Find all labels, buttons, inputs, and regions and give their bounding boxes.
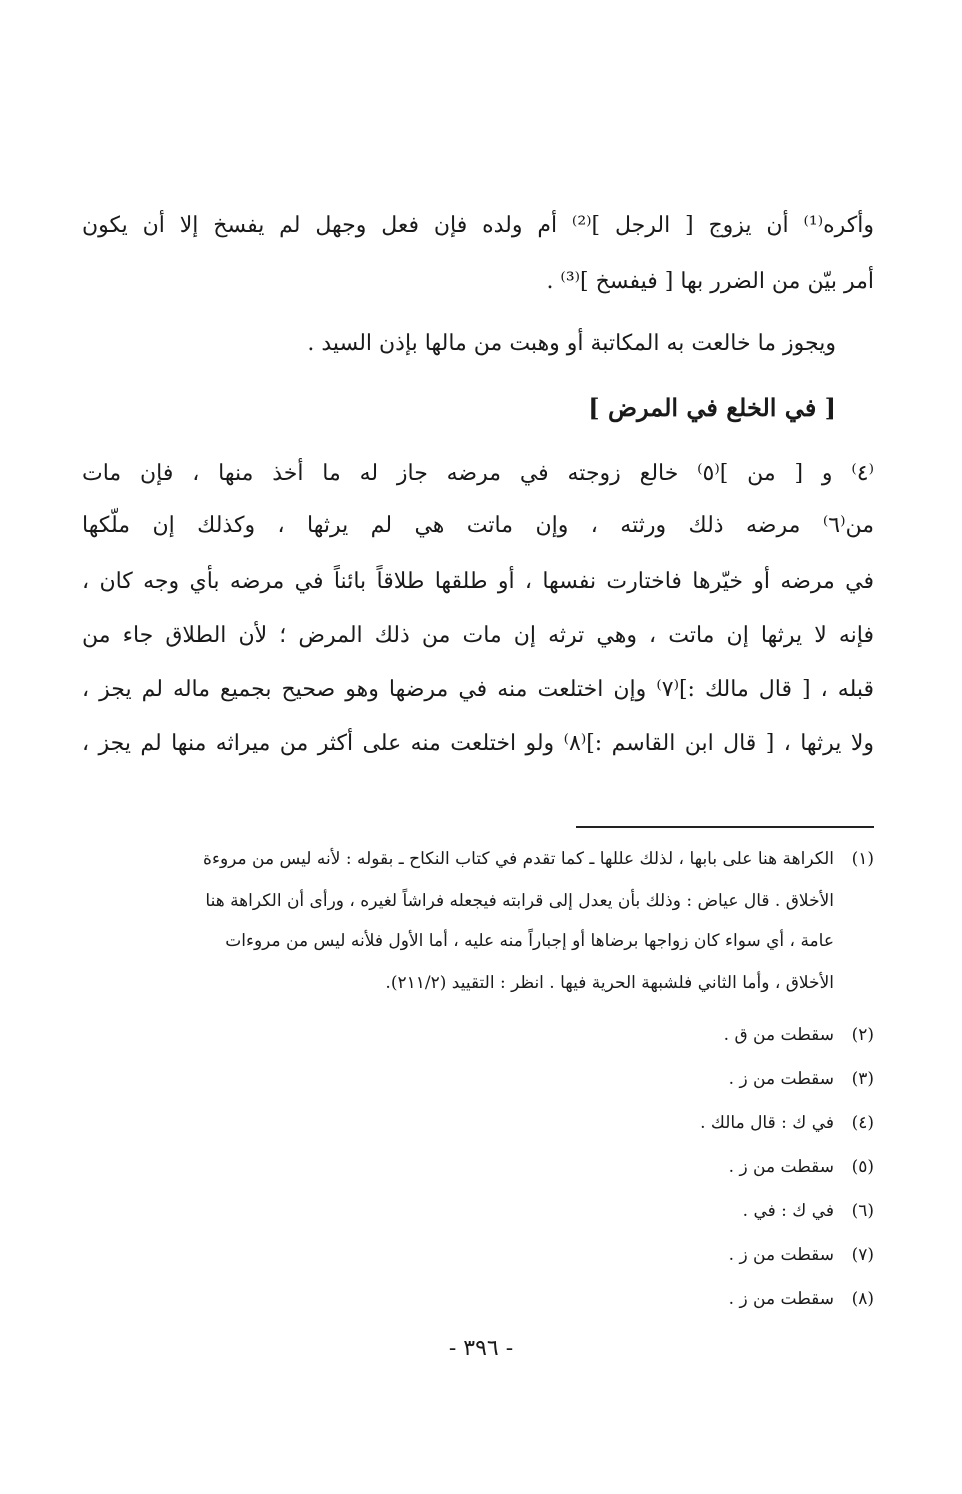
footnote-5: [82, 1154, 874, 1180]
body-line-8: قبله ، [ قال مالك :]⁽٧⁾ وإن اختلعت منه في مرضها وهو صحيح بجميع ماله لم يجز ،: [82, 677, 875, 702]
footnote-number: (٧): [851, 1245, 874, 1265]
footnote-2: [82, 1022, 874, 1048]
body-line-6: في مرضه أو خيّرها فاختارت نفسها ، أو طلقها طلاقاً بائناً في مرضه بأي وجه كان ،: [82, 569, 874, 594]
body-line-2: أمر بيّن من الضرر بها [ فيفسخ ]⁽³⁾ .: [546, 269, 874, 294]
section-heading: [ في الخلع في المرض ]: [588, 393, 836, 422]
footnote-text: في ك : قال مالك .: [700, 1113, 834, 1133]
footnote-text: الكراهة هنا على بابها ، لذلك عللها ـ كما تقدم في كتاب النكاح ـ بقوله : لأنه ليس من مروءة: [203, 849, 834, 869]
footnote-number: (٦): [851, 1201, 874, 1221]
footnote-number: (٣): [851, 1069, 874, 1089]
page-number: - ٣٩٦ -: [448, 1336, 514, 1361]
footnote-6: [82, 1198, 874, 1224]
footnote-separator: [576, 826, 874, 828]
body-line-5: من⁽٦⁾ مرضه ذلك ورثته ، وإن ماتت هي لم يرثها ، وكذلك إن ملّكها: [82, 513, 874, 538]
footnote-text: سقطت من ز .: [728, 1157, 834, 1177]
footnote-number: (٥): [851, 1157, 874, 1177]
footnote-text: سقطت من ز .: [728, 1069, 834, 1089]
footnote-number: (١): [851, 849, 874, 869]
footnote-number: (٤): [851, 1113, 874, 1133]
footnote-3: [82, 1066, 874, 1092]
footnote-1-line-2: الأخلاق . قال عياض : وذلك بأن يعدل إلى قرابته فيجعله فراشاً لغيره ، ورأى أن الكراهة هنا: [205, 891, 834, 911]
footnote-4: [82, 1110, 874, 1136]
footnote-7: [82, 1242, 874, 1268]
body-line-7: فإنه لا يرثها إن ماتت ، وهي ترثه إن مات من ذلك المرض ؛ لأن الطلاق جاء من: [82, 623, 874, 648]
body-line-1: وأكره⁽¹⁾ أن يزوج [ الرجل ]⁽²⁾ أم ولده فإن فعل وجهل لم يفسخ إلا أن يكون: [82, 213, 875, 238]
body-line-3: ويجوز ما خالعت به المكاتبة أو وهبت من مالها بإذن السيد .: [307, 331, 836, 356]
body-line-9: ولا يرثها ، [ قال ابن القاسم :]⁽٨⁾ ولو اختلعت منه على أكثر من ميراثه منها لم يجز ،: [82, 731, 875, 756]
footnote-text: في ك : في .: [742, 1201, 834, 1221]
footnote-text: سقطت من ز .: [728, 1245, 834, 1265]
footnote-text: سقطت من ز .: [728, 1289, 834, 1309]
body-line-4: ⁽٤⁾ و [ من ]⁽٥⁾ خالع زوجته في مرضه جاز له ما أخذ منها ، فإن مات: [82, 461, 874, 486]
footnote-8: [82, 1286, 874, 1312]
footnote-text: سقطت من ق .: [723, 1025, 834, 1045]
footnote-1-line-4: الأخلاق ، وأما الثاني فلشبهة الحرية فيها . انظر : التقييد (٢١١/٢).: [385, 973, 834, 993]
footnote-number: (٢): [851, 1025, 874, 1045]
footnote-1-line-3: عامة ، أي سواء كان زواجها برضاها أو إجباراً منه عليه ، أما الأول فلأنه ليس من مروءات: [225, 931, 834, 951]
footnote-number: (٨): [851, 1289, 874, 1309]
footnote-1: [82, 846, 874, 872]
